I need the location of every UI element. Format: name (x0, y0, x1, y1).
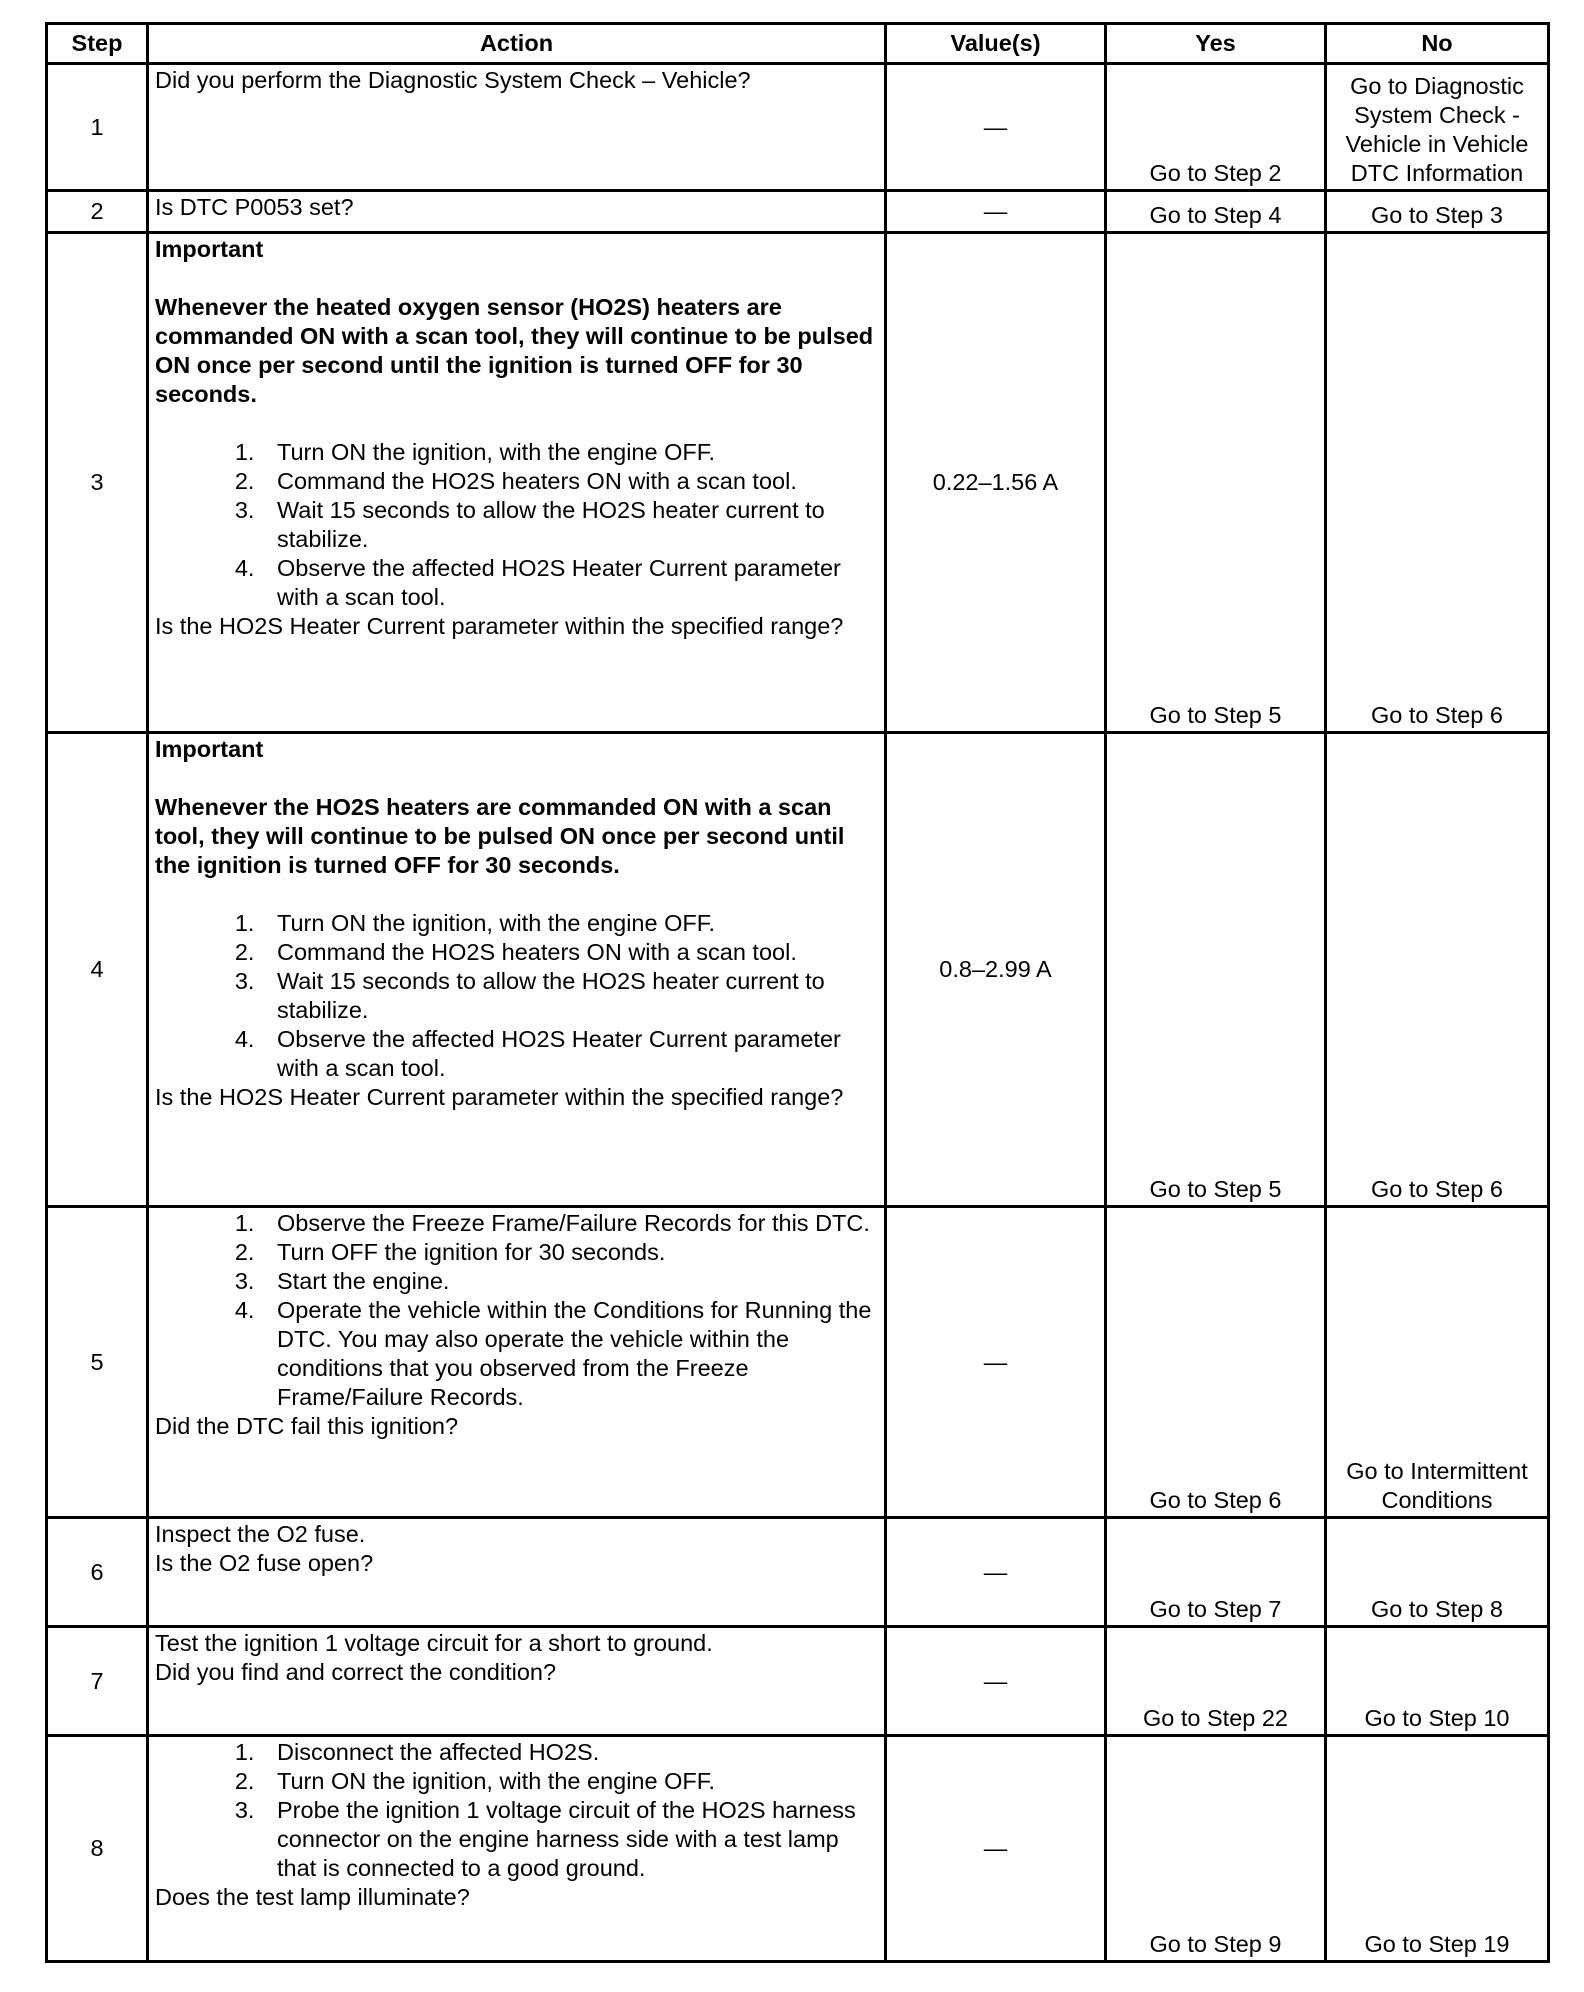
table-row (47, 1627, 1549, 1736)
list-item: 2. Turn ON the ignition, with the engine OFF. (261, 1767, 876, 1796)
no-link[interactable]: Go to Diagnostic System Check - Vehicle in Vehicle DTC Information (1345, 73, 1529, 186)
yes-link[interactable]: Go to Step 9 (1149, 1931, 1282, 1957)
question-text: Is the HO2S Heater Current parameter within the specified range? (155, 1084, 844, 1110)
step-number: 1 (47, 64, 148, 191)
no-cell (1326, 1518, 1549, 1627)
step-number: 5 (47, 1207, 148, 1518)
no-link[interactable]: Go to Step 10 (1364, 1705, 1510, 1731)
yes-link[interactable]: Go to Step 4 (1149, 202, 1282, 228)
no-link[interactable]: Go to Step 8 (1371, 1596, 1503, 1622)
yes-cell (1106, 233, 1326, 733)
step-number: 4 (47, 733, 148, 1207)
list-item: 3. Wait 15 seconds to allow the HO2S heater current to stabilize. (261, 967, 876, 1025)
instruction-list (155, 909, 876, 1083)
header-row (47, 24, 1549, 64)
yes-cell (1106, 1627, 1326, 1736)
important-note: Whenever the HO2S heaters are commanded ON with a scan tool, they will continue to be pulsed ON once per second until the ignition is turned OFF for 30 seconds. (155, 794, 845, 878)
header-yes: Yes (1106, 24, 1326, 64)
yes-link[interactable]: Go to Step 2 (1149, 160, 1282, 186)
value-cell: 0.8–2.99 A (886, 733, 1106, 1207)
list-item: 4. Observe the affected HO2S Heater Current parameter with a scan tool. (261, 554, 876, 612)
no-cell (1326, 191, 1549, 233)
instruction-list (155, 1738, 876, 1883)
yes-link[interactable]: Go to Step 5 (1149, 702, 1282, 728)
yes-link[interactable]: Go to Step 5 (1149, 1176, 1282, 1202)
value-cell: — (886, 191, 1106, 233)
action-cell (148, 1736, 886, 1962)
no-cell (1326, 733, 1549, 1207)
important-heading: Important (155, 236, 264, 262)
action-text: Is DTC P0053 set? (155, 194, 354, 220)
question-text: Is the O2 fuse open? (155, 1550, 374, 1576)
list-item: 1. Turn ON the ignition, with the engine OFF. (261, 909, 876, 938)
list-item: 2. Command the HO2S heaters ON with a scan tool. (261, 938, 876, 967)
table-row (47, 733, 1549, 1207)
header-step: Step (47, 24, 148, 64)
table-row (47, 191, 1549, 233)
yes-cell (1106, 733, 1326, 1207)
list-item: 1. Disconnect the affected HO2S. (261, 1738, 876, 1767)
action-text: Inspect the O2 fuse. (155, 1521, 366, 1547)
table-row (47, 1518, 1549, 1627)
value-cell: — (886, 1627, 1106, 1736)
list-item: 3. Start the engine. (261, 1267, 876, 1296)
value-cell: — (886, 1207, 1106, 1518)
no-link[interactable]: Go to Step 6 (1371, 1176, 1503, 1202)
table-row (47, 1736, 1549, 1962)
list-item: 3. Wait 15 seconds to allow the HO2S heater current to stabilize. (261, 496, 876, 554)
no-cell (1326, 64, 1549, 191)
no-cell (1326, 233, 1549, 733)
action-cell (148, 233, 886, 733)
no-link[interactable]: Go to Step 19 (1364, 1931, 1510, 1957)
header-action: Action (148, 24, 886, 64)
instruction-list (155, 1209, 876, 1412)
yes-cell (1106, 191, 1326, 233)
step-number: 7 (47, 1627, 148, 1736)
yes-cell (1106, 1736, 1326, 1962)
value-cell: — (886, 64, 1106, 191)
list-item: 2. Turn OFF the ignition for 30 seconds. (261, 1238, 876, 1267)
value-cell: 0.22–1.56 A (886, 233, 1106, 733)
step-number: 2 (47, 191, 148, 233)
important-heading: Important (155, 736, 264, 762)
table-row (47, 233, 1549, 733)
table-row (47, 64, 1549, 191)
yes-link[interactable]: Go to Step 7 (1149, 1596, 1282, 1622)
action-cell (148, 1627, 886, 1736)
action-cell (148, 191, 886, 233)
step-number: 8 (47, 1736, 148, 1962)
action-cell (148, 733, 886, 1207)
value-cell: — (886, 1736, 1106, 1962)
diagnostic-table (45, 22, 1550, 1963)
list-item: 3. Probe the ignition 1 voltage circuit of the HO2S harness connector on the engine harness side with a test lamp that is connected to a good ground. (261, 1796, 876, 1883)
list-item: 2. Command the HO2S heaters ON with a scan tool. (261, 467, 876, 496)
question-text: Did the DTC fail this ignition? (155, 1413, 459, 1439)
question-text: Is the HO2S Heater Current parameter within the specified range? (155, 613, 844, 639)
list-item: 1. Turn ON the ignition, with the engine OFF. (261, 438, 876, 467)
question-text: Did you find and correct the condition? (155, 1659, 557, 1685)
yes-cell (1106, 1518, 1326, 1627)
question-text: Does the test lamp illuminate? (155, 1884, 470, 1910)
action-cell (148, 64, 886, 191)
step-number: 3 (47, 233, 148, 733)
no-cell (1326, 1627, 1549, 1736)
action-text: Did you perform the Diagnostic System Check – Vehicle? (155, 67, 751, 93)
yes-link[interactable]: Go to Step 6 (1149, 1487, 1282, 1513)
header-values: Value(s) (886, 24, 1106, 64)
table-row (47, 1207, 1549, 1518)
header-no: No (1326, 24, 1549, 64)
action-cell (148, 1518, 886, 1627)
no-cell (1326, 1207, 1549, 1518)
no-link[interactable]: Go to Intermittent Conditions (1346, 1458, 1528, 1513)
no-cell (1326, 1736, 1549, 1962)
step-number: 6 (47, 1518, 148, 1627)
action-cell (148, 1207, 886, 1518)
list-item: 4. Observe the affected HO2S Heater Current parameter with a scan tool. (261, 1025, 876, 1083)
list-item: 4. Operate the vehicle within the Conditions for Running the DTC. You may also operate the vehicle within the conditions that you observed from the Freeze Frame/Failure Records. (261, 1296, 876, 1412)
instruction-list (155, 438, 876, 612)
action-text: Test the ignition 1 voltage circuit for a short to ground. (155, 1630, 713, 1656)
important-note: Whenever the heated oxygen sensor (HO2S) heaters are commanded ON with a scan tool, they will continue to be pulsed ON once per second until the ignition is turned OFF for 30 seconds. (155, 294, 874, 407)
list-item: 1. Observe the Freeze Frame/Failure Records for this DTC. (261, 1209, 876, 1238)
value-cell: — (886, 1518, 1106, 1627)
yes-cell (1106, 1207, 1326, 1518)
yes-link[interactable]: Go to Step 22 (1142, 1705, 1289, 1731)
yes-cell (1106, 64, 1326, 191)
no-link[interactable]: Go to Step 6 (1371, 702, 1503, 728)
no-link[interactable]: Go to Step 3 (1371, 202, 1503, 228)
